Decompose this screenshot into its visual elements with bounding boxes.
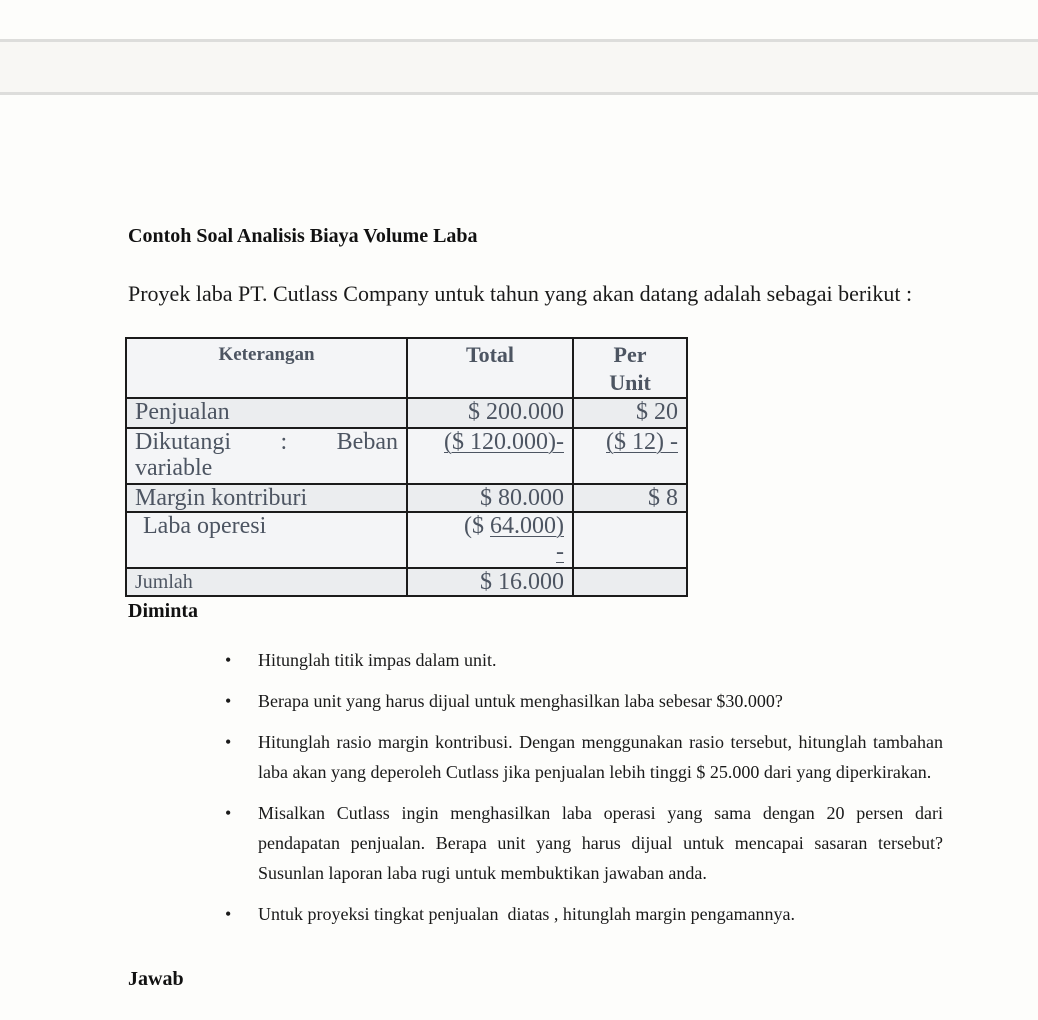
jawab-heading: Jawab xyxy=(128,968,184,990)
header-per-unit-line1: Per xyxy=(613,342,647,367)
row-total: $ 200.000 xyxy=(407,398,573,428)
row-total: $ 16.000 xyxy=(407,568,573,596)
list-item-text: Untuk proyeksi tingkat penjualan diatas , hitunglah margin pengamannya. xyxy=(258,904,796,924)
list-item xyxy=(225,798,943,888)
row-total-line2: - xyxy=(556,539,564,565)
row-total-prefix: ($ xyxy=(464,513,490,539)
row-label-part1: Dikutangi xyxy=(135,429,231,455)
row-label-line1 xyxy=(135,429,398,455)
list-item xyxy=(225,686,943,716)
list-item-text: Hitunglah titik impas dalam unit. xyxy=(258,650,497,670)
bullet-icon: • xyxy=(225,904,232,924)
cvp-table xyxy=(125,337,688,597)
table-row xyxy=(126,484,687,512)
table-row xyxy=(126,428,687,484)
list-item-text: Misalkan Cutlass ingin menghasilkan laba operasi yang sama dengan 20 persen dari pendapatan penjualan. Berapa unit yang harus dijual untuk mencapai sasaran tersebut? Susunlan laporan laba rugi untuk membuktikan jawaban anda. xyxy=(258,803,943,883)
list-item xyxy=(225,899,943,929)
row-label: Margin kontriburi xyxy=(126,484,407,512)
row-per-unit: ($ 12) - xyxy=(606,429,678,455)
document-title: Contoh Soal Analisis Biaya Volume Laba xyxy=(128,225,478,247)
list-item-text: Hitunglah rasio margin kontribusi. Dengan menggunakan rasio tersebut, hitunglah tambahan laba akan yang deperoleh Cutlass jika penjualan lebih tinggi $ 25.000 dari yang diperkirakan. xyxy=(258,732,943,782)
diminta-heading: Diminta xyxy=(128,600,198,622)
row-total xyxy=(407,512,573,568)
bullet-icon: • xyxy=(225,732,232,752)
row-label: Jumlah xyxy=(126,568,407,596)
header-per-unit-line2: Unit xyxy=(609,370,651,395)
requirements-list xyxy=(225,645,943,940)
table-header-row xyxy=(126,338,687,398)
bullet-icon: • xyxy=(225,803,232,823)
toolbar-band xyxy=(0,39,1038,95)
row-label xyxy=(126,428,407,484)
row-per-unit: $ 8 xyxy=(573,484,687,512)
table-row xyxy=(126,398,687,428)
row-total-line1 xyxy=(416,513,564,539)
list-item-text: Berapa unit yang harus dijual untuk menghasilkan laba sebesar $30.000? xyxy=(258,691,783,711)
list-item xyxy=(225,645,943,675)
row-label-colon: : xyxy=(280,429,288,455)
row-per-unit-cell xyxy=(573,428,687,484)
bullet-icon: • xyxy=(225,691,232,711)
header-total: Total xyxy=(407,338,573,398)
row-per-unit xyxy=(573,512,687,568)
row-label-line2: variable xyxy=(135,455,213,481)
table-row xyxy=(126,512,687,568)
header-keterangan: Keterangan xyxy=(126,338,407,398)
header-per-unit xyxy=(573,338,687,398)
row-label xyxy=(126,512,407,568)
table-row xyxy=(126,568,687,596)
row-label-part2: Beban xyxy=(336,429,398,455)
row-total-cell xyxy=(407,428,573,484)
bullet-icon: • xyxy=(225,650,232,670)
row-total-underlined: 64.000) xyxy=(490,513,564,539)
list-item xyxy=(225,727,943,787)
row-total: ($ 120.000)- xyxy=(444,429,564,455)
row-per-unit xyxy=(573,568,687,596)
row-total: $ 80.000 xyxy=(407,484,573,512)
intro-paragraph: Proyek laba PT. Cutlass Company untuk tahun yang akan datang adalah sebagai berikut : xyxy=(128,281,913,306)
row-label: Penjualan xyxy=(126,398,407,428)
row-per-unit: $ 20 xyxy=(573,398,687,428)
row-label-text: Laba operesi xyxy=(143,513,267,539)
